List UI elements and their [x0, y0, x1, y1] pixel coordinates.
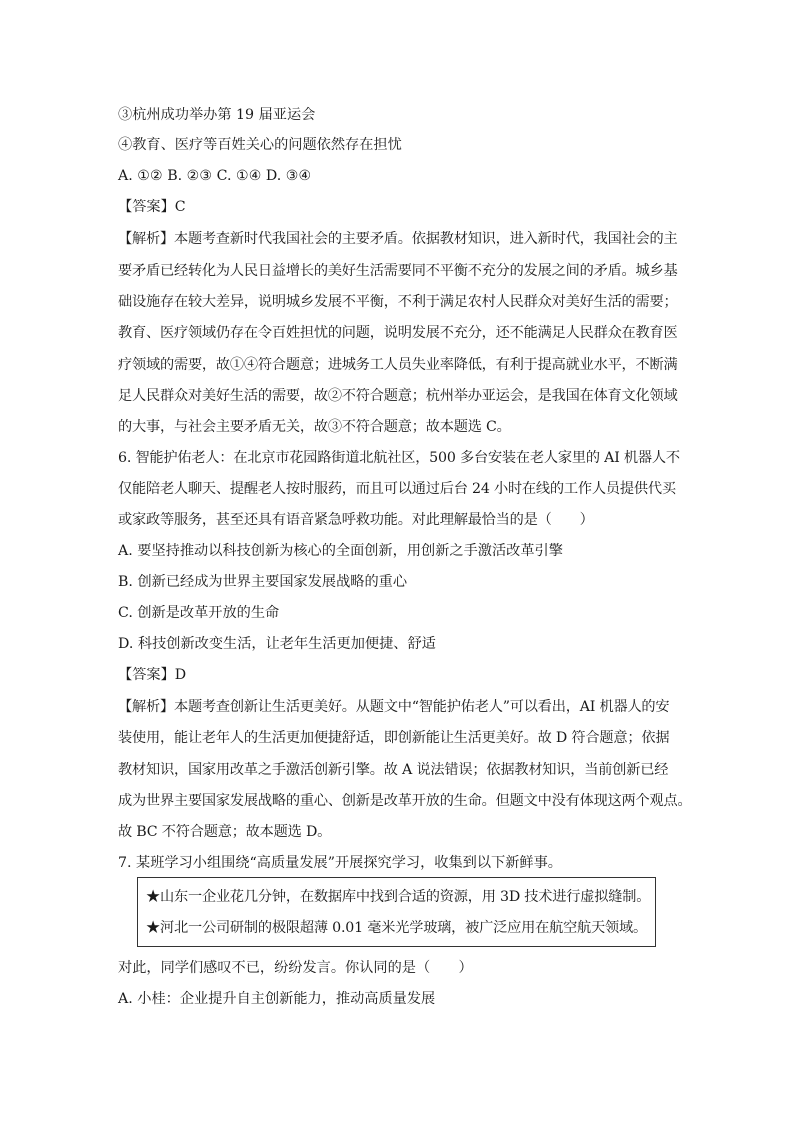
analysis-line: 教材知识，国家用改革之手激活创新引擎。故 A 说法错误；依据教材知识，当前创新已经 — [118, 762, 669, 778]
analysis-line: 疗领域的需要，故①④符合题意；进城务工人员失业率降低，有利于提高就业水平，不断满 — [118, 357, 678, 373]
news-item-2: ★河北一公司研制的极限超薄 0.01 毫米光学玻璃，被广泛应用在航空航天领域。 — [146, 920, 647, 936]
option-line-3: ③杭州成功举办第 19 届亚运会 — [118, 107, 316, 123]
choices-line: A. ①② B. ②③ C. ①④ D. ③④ — [118, 168, 312, 184]
option-line-4: ④教育、医疗等百姓关心的问题依然存在担忧 — [118, 137, 402, 153]
answer-label: 【答案】D — [118, 667, 187, 683]
question-6-line: 6. 智能护佑老人：在北京市花园路街道北航社区，500 多台安装在老人家里的 AI 机器人不 — [118, 450, 680, 466]
analysis-line: 要矛盾已经转化为人民日益增长的美好生活需要同不平衡不充分的发展之间的矛盾。城乡基 — [118, 263, 678, 279]
analysis-line: 教育、医疗领域仍存在令百姓担忧的问题，说明发展不充分，还不能满足人民群众在教育医 — [118, 325, 678, 341]
analysis-line: 故 BC 不符合题意；故本题选 D。 — [118, 824, 332, 840]
analysis-line: 础设施存在较大差异，说明城乡发展不平衡，不利于满足农村人民群众对美好生活的需要； — [118, 294, 678, 310]
choice-a: A. 小桂：企业提升自主创新能力，推动高质量发展 — [118, 991, 436, 1007]
analysis-line: 成为世界主要国家发展战略的重心、创新是改革开放的生命。但题文中没有体现这两个观点。 — [118, 793, 692, 809]
analysis-line: 【解析】本题考查创新让生活更美好。从题文中“智能护佑老人”可以看出，AI 机器人的安 — [118, 699, 670, 715]
question-6-line: 仅能陪老人聊天、提醒老人按时服药，而且可以通过后台 24 小时在线的工作人员提供代买 — [118, 481, 676, 497]
analysis-line: 【解析】本题考查新时代我国社会的主要矛盾。依据教材知识，进入新时代，我国社会的主 — [118, 231, 678, 247]
choice-c: C. 创新是改革开放的生命 — [118, 605, 280, 621]
news-item-1: ★山东一企业花几分钟，在数据库中找到合适的资源，用 3D 技术进行虚拟缝制。 — [146, 889, 651, 905]
choice-b: B. 创新已经成为世界主要国家发展战略的重心 — [118, 574, 408, 590]
news-box — [137, 877, 656, 947]
question-7-line: 7. 某班学习小组围绕“高质量发展”开展探究学习，收集到以下新鲜事。 — [118, 855, 562, 871]
analysis-line: 的大事，与社会主要矛盾无关，故③不符合题意；故本题选 C。 — [118, 419, 511, 435]
question-7-prompt: 对此，同学们感叹不已，纷纷发言。你认同的是（ ） — [118, 960, 473, 976]
analysis-line: 足人民群众对美好生活的需要，故②不符合题意；杭州举办亚运会，是我国在体育文化领域 — [118, 388, 678, 404]
answer-label: 【答案】C — [118, 199, 186, 215]
question-6-line: 或家政等服务，甚至还具有语音紧急呼救功能。对此理解最恰当的是（ ） — [118, 512, 594, 528]
choice-a: A. 要坚持推动以科技创新为核心的全面创新，用创新之手激活改革引擎 — [118, 543, 563, 559]
analysis-line: 装使用，能让老年人的生活更加便捷舒适，即创新能让生活更美好。故 D 符合题意；依据 — [118, 730, 670, 746]
choice-d: D. 科技创新改变生活，让老年生活更加便捷、舒适 — [118, 636, 436, 652]
